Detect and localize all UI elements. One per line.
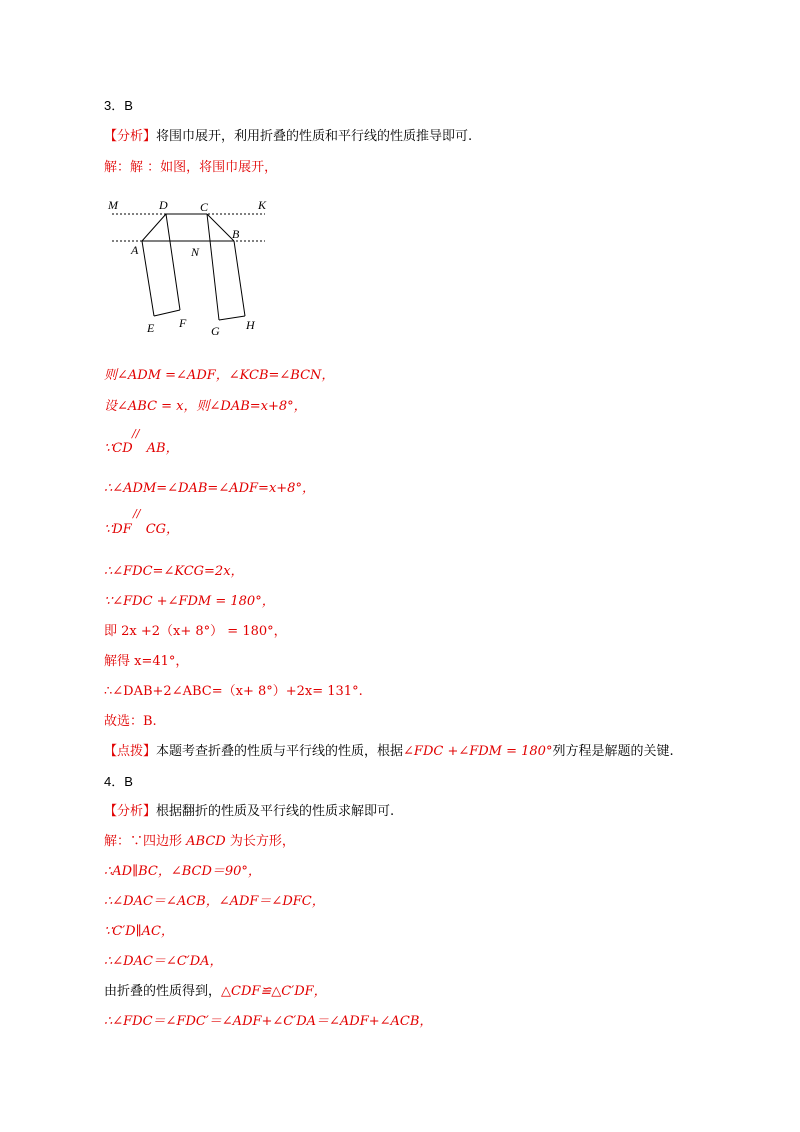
q4-fold: [104, 983, 327, 1001]
q3-step-3: [104, 440, 179, 458]
q3-analysis-text: 将围巾展开，利用折叠的性质和平行线的性质推导即可.: [156, 129, 473, 144]
q3-comment-tag: 【点拨】: [104, 744, 157, 759]
q4-step-5: ∴∠FDC＝∠FDC′＝∠ADF+∠C′DA＝∠ADF+∠ACB，: [104, 1014, 433, 1029]
strip-right-bottom: [219, 316, 245, 320]
label-a: A: [131, 243, 139, 257]
label-k: K: [258, 198, 267, 212]
q3-step-3-right: AB，: [146, 441, 179, 456]
q4-analysis: [104, 803, 394, 821]
q3-folding-figure: [100, 190, 280, 345]
q4-analysis-text: 根据翻折的性质及平行线的性质求解即可.: [156, 804, 395, 819]
q3-comment-tail: 列方程是解题的关键.: [552, 744, 674, 759]
q4-step-1: ∴AD∥BC，∠BCD＝90°，: [104, 864, 261, 879]
q3-comment: [104, 743, 674, 761]
q4-solution-tail: 为长方形，: [229, 834, 295, 849]
q3-solution-intro: 解：解 ：如图，将围巾展开，: [104, 160, 278, 175]
segment-da: [142, 214, 166, 241]
strip-left-outer: [142, 241, 154, 316]
q3-step-9: 解得 x=41°，: [104, 654, 189, 669]
q4-solution: [104, 833, 295, 851]
strip-right-inner: [207, 214, 219, 320]
q3-step-10: ∴∠DAB+2∠ABC=（x+ 8°）+2x= 131°.: [104, 684, 363, 699]
label-b: B: [232, 227, 240, 241]
parallel-symbol-1: //: [132, 427, 140, 440]
q3-step-5-left: ∵DF: [104, 522, 132, 537]
label-d: D: [159, 198, 168, 212]
q4-solution-abcd: ABCD: [186, 834, 226, 849]
q3-analysis: [104, 128, 472, 146]
strip-left-inner: [166, 214, 180, 310]
q3-step-11: 故选：B.: [104, 714, 157, 729]
q3-comment-equation: ∠FDC +∠FDM = 180°: [403, 744, 553, 759]
q4-solution-lead: 解：∵四边形: [104, 834, 183, 849]
q4-step-2: ∴∠DAC＝∠ACB，∠ADF＝∠DFC，: [104, 894, 325, 909]
q3-analysis-tag: 【分析】: [104, 129, 157, 144]
q3-step-4: ∴∠ADM=∠DAB=∠ADF=x+8°，: [104, 481, 315, 496]
q3-step-5-right: CG，: [145, 522, 180, 537]
label-g: G: [211, 324, 220, 338]
q4-fold-congruence: △CDF≌△C′DF，: [221, 984, 327, 999]
q3-number: 3．B: [104, 98, 133, 113]
segment-cb: [207, 214, 234, 241]
label-c: C: [200, 200, 209, 214]
q3-step-7: ∵∠FDC +∠FDM = 180°，: [104, 594, 275, 609]
q4-fold-lead: 由折叠的性质得到，: [104, 984, 222, 999]
q3-comment-text: 本题考查折叠的性质与平行线的性质，根据: [156, 744, 404, 759]
q3-step-1: 则∠ADM =∠ADF，∠KCB=∠BCN，: [104, 368, 335, 383]
label-e: E: [147, 321, 155, 335]
q3-step-8: 即 2x +2（x+ 8°） = 180°，: [104, 624, 287, 639]
label-m: M: [108, 198, 118, 212]
label-n: N: [191, 245, 200, 259]
q3-step-3-left: ∵CD: [104, 441, 133, 456]
q3-step-2: 设∠ABC = x，则∠DAB=x+8°，: [104, 399, 307, 414]
strip-right-outer: [234, 241, 245, 316]
strip-left-bottom: [154, 310, 180, 316]
q4-step-3: ∵C′D∥AC，: [104, 924, 174, 939]
q3-step-6: ∴∠FDC=∠KCG=2x，: [104, 564, 244, 579]
q4-number: 4．B: [104, 774, 133, 789]
parallel-symbol-2: //: [133, 507, 141, 520]
label-f: F: [179, 316, 187, 330]
label-h: H: [246, 318, 255, 332]
q3-step-5: [104, 521, 179, 539]
q4-analysis-tag: 【分析】: [104, 804, 157, 819]
q4-step-4: ∴∠DAC＝∠C′DA，: [104, 954, 223, 969]
